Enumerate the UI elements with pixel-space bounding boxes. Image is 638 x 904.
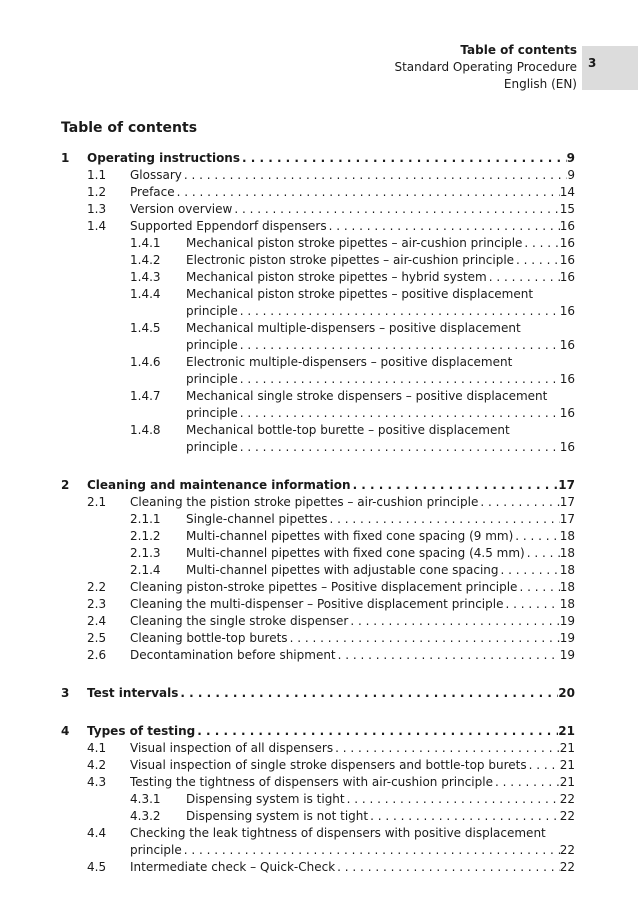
- toc-entry[interactable]: [0, 320, 575, 337]
- toc-entry[interactable]: [0, 579, 575, 596]
- toc-entry-page: 16: [559, 304, 575, 318]
- dot-leader: [195, 723, 558, 740]
- toc-entry-page: 16: [559, 236, 575, 250]
- dot-leader: [487, 269, 560, 286]
- dot-leader: [333, 740, 560, 757]
- toc-entry-page: 16: [559, 372, 575, 386]
- toc-entry-page: 16: [559, 440, 575, 454]
- toc-entry[interactable]: [0, 562, 575, 579]
- toc-entry-page: 18: [559, 546, 575, 560]
- toc-entry-number: 1.4.6: [130, 355, 161, 369]
- page-number-tab: [582, 46, 638, 90]
- toc-entry[interactable]: [0, 740, 575, 757]
- toc-entry-title: Cleaning bottle-top burets: [130, 631, 288, 645]
- toc-entry-page: 16: [559, 406, 575, 420]
- dot-leader: [238, 371, 560, 388]
- page-number: 3: [588, 56, 597, 70]
- toc-entry-title: Dispensing system is tight: [186, 792, 345, 806]
- toc-entry-title: Preface: [130, 185, 175, 199]
- dot-leader: [493, 774, 560, 791]
- toc-entry-page: 9: [566, 151, 575, 165]
- dot-leader: [525, 545, 560, 562]
- toc-entry-number: 4.3.1: [130, 792, 161, 806]
- toc-entry-title: principle: [186, 338, 238, 352]
- toc-entry[interactable]: [0, 167, 575, 184]
- toc-entry-page: 22: [559, 809, 575, 823]
- toc-entry[interactable]: [0, 252, 575, 269]
- toc-entry-number: 2: [61, 478, 70, 492]
- toc-entry-number: 1.3: [87, 202, 107, 216]
- dot-leader: [522, 235, 559, 252]
- toc-entry-page: 16: [559, 270, 575, 284]
- toc-entry-title: Single-channel pipettes: [186, 512, 328, 526]
- toc-entry-page: 19: [559, 648, 575, 662]
- toc-entry[interactable]: [0, 723, 575, 740]
- dot-leader: [175, 184, 560, 201]
- dot-leader: [351, 477, 559, 494]
- toc-entry-title: Cleaning the single stroke dispenser: [130, 614, 349, 628]
- toc-entry[interactable]: [0, 825, 575, 842]
- toc-entry[interactable]: [0, 528, 575, 545]
- toc-entry-page: 18: [559, 597, 575, 611]
- toc-entry[interactable]: [0, 808, 575, 825]
- toc-entry-number: 1.1: [87, 168, 107, 182]
- toc-entry[interactable]: [0, 269, 575, 286]
- toc-entry-number: 2.1.1: [130, 512, 161, 526]
- toc-entry[interactable]: [0, 477, 575, 494]
- toc-entry-title: Visual inspection of single stroke dispensers and bottle-top burets: [130, 758, 527, 772]
- dot-leader: [232, 201, 559, 218]
- dot-leader: [240, 150, 567, 167]
- toc-entry[interactable]: [0, 422, 575, 439]
- toc-entry[interactable]: [0, 859, 575, 876]
- toc-entry-number: 2.1: [87, 495, 107, 509]
- toc-entry-title: Intermediate check – Quick-Check: [130, 860, 336, 874]
- toc-entry[interactable]: [0, 613, 575, 630]
- dot-leader: [288, 630, 560, 647]
- toc-entry-title: Multi-channel pipettes with fixed cone spacing (4.5 mm): [186, 546, 525, 560]
- toc-entry-page: 17: [559, 495, 575, 509]
- toc-entry-number: 2.4: [87, 614, 107, 628]
- toc-entry-number: 4.3: [87, 775, 107, 789]
- toc-entry-number: 2.5: [87, 631, 107, 645]
- toc-entry-number: 1.4.1: [130, 236, 161, 250]
- toc-entry-number: 1.4: [87, 219, 107, 233]
- toc-entry-title: Electronic multiple-dispensers – positive displacement: [186, 355, 513, 369]
- toc-entry-number: 1.4.7: [130, 389, 161, 403]
- dot-leader: [328, 511, 560, 528]
- toc-entry-title: Dispensing system is not tight: [186, 809, 369, 823]
- toc-entry-page: 19: [559, 631, 575, 645]
- toc-entry-number: 1.4.3: [130, 270, 161, 284]
- dot-leader: [182, 842, 560, 859]
- dot-leader: [345, 791, 560, 808]
- toc-entry-number: 2.3: [87, 597, 107, 611]
- toc-entry-title: Cleaning and maintenance information: [87, 478, 351, 492]
- toc-entry-number: 4.4: [87, 826, 107, 840]
- toc-entry-number: 1.4.2: [130, 253, 161, 267]
- toc-entry[interactable]: [0, 596, 575, 613]
- toc-entry-page: 16: [559, 338, 575, 352]
- toc-entry-number: 2.1.3: [130, 546, 161, 560]
- dot-leader: [499, 562, 560, 579]
- dot-leader: [238, 439, 560, 456]
- dot-leader: [336, 647, 560, 664]
- toc-entry-page: 15: [559, 202, 575, 216]
- toc-entry-title: Electronic piston stroke pipettes – air-cushion principle: [186, 253, 515, 267]
- toc-entry-title: Supported Eppendorf dispensers: [130, 219, 327, 233]
- toc-entry-title: Cleaning the pistion stroke pipettes – air-cushion principle: [130, 495, 479, 509]
- toc-entry-title: Glossary: [130, 168, 182, 182]
- toc-entry-title: principle: [186, 372, 238, 386]
- toc-entry[interactable]: [0, 150, 575, 167]
- toc-entry[interactable]: [0, 303, 575, 320]
- toc-entry[interactable]: [0, 371, 575, 388]
- toc-entry-number: 2.6: [87, 648, 107, 662]
- toc-entry-page: 16: [559, 253, 575, 267]
- dot-leader: [368, 808, 560, 825]
- toc-entry-page: 20: [558, 686, 575, 700]
- toc-entry-number: 2.2: [87, 580, 107, 594]
- toc-entry-page: 22: [559, 792, 575, 806]
- toc-entry[interactable]: [0, 757, 575, 774]
- dot-leader: [517, 579, 559, 596]
- toc-entry-page: 16: [559, 219, 575, 233]
- toc-entry[interactable]: [0, 511, 575, 528]
- toc-entry-number: 1.4.5: [130, 321, 161, 335]
- toc-entry-number: 1.4.4: [130, 287, 161, 301]
- toc-entry[interactable]: [0, 791, 575, 808]
- toc-entry-title: Mechanical piston stroke pipettes – air-cushion principle: [186, 236, 523, 250]
- dot-leader: [335, 859, 560, 876]
- toc-entry-title: Mechanical piston stroke pipettes – hybrid system: [186, 270, 487, 284]
- toc-entry[interactable]: [0, 494, 575, 511]
- toc-entry-number: 4.1: [87, 741, 107, 755]
- toc-entry-page: 18: [559, 563, 575, 577]
- toc-entry[interactable]: [0, 337, 575, 354]
- dot-leader: [513, 528, 559, 545]
- toc-entry-title: Multi-channel pipettes with adjustable cone spacing: [186, 563, 499, 577]
- toc-entry-page: 18: [559, 580, 575, 594]
- toc-entry-number: 1: [61, 151, 70, 165]
- toc-entry-page: 18: [559, 529, 575, 543]
- toc-entry-page: 21: [559, 775, 575, 789]
- toc-entry-title: principle: [186, 406, 238, 420]
- toc-entry-page: 14: [559, 185, 575, 199]
- dot-leader: [348, 613, 559, 630]
- toc-entry-number: 1.2: [87, 185, 107, 199]
- toc-entry-title: Mechanical bottle-top burette – positive displacement: [186, 423, 510, 437]
- toc-entry-number: 4: [61, 724, 70, 738]
- toc-entry-number: 2.1.4: [130, 563, 161, 577]
- toc-entry[interactable]: [0, 201, 575, 218]
- header-language: English (EN): [503, 77, 577, 91]
- toc-entry-page: 17: [558, 478, 575, 492]
- toc-entry-title: Multi-channel pipettes with fixed cone spacing (9 mm): [186, 529, 514, 543]
- toc-entry-number: 4.5: [87, 860, 107, 874]
- toc-entry-title: Test intervals: [87, 686, 179, 700]
- toc-entry-number: 4.2: [87, 758, 107, 772]
- toc-entry[interactable]: [0, 354, 575, 371]
- toc-entry-title: Cleaning the multi-dispenser – Positive displacement principle: [130, 597, 504, 611]
- dot-leader: [238, 303, 560, 320]
- toc-entry[interactable]: [0, 405, 575, 422]
- toc-entry[interactable]: [0, 286, 575, 303]
- toc-entry-title: Decontamination before shipment: [130, 648, 336, 662]
- dot-leader: [238, 337, 560, 354]
- toc-entry-title: Version overview: [130, 202, 233, 216]
- dot-leader: [238, 405, 560, 422]
- toc-entry-page: 21: [559, 741, 575, 755]
- toc-entry[interactable]: [0, 647, 575, 664]
- toc-entry[interactable]: [0, 842, 575, 859]
- toc-entry-title: Mechanical single stroke dispensers – positive displacement: [186, 389, 548, 403]
- toc-entry-page: 17: [559, 512, 575, 526]
- toc-entry-page: 19: [559, 614, 575, 628]
- toc-entry-title: Mechanical piston stroke pipettes – positive displacement: [186, 287, 534, 301]
- toc-entry-title: Types of testing: [87, 724, 196, 738]
- toc-entry[interactable]: [0, 774, 575, 791]
- toc-entry-title: Operating instructions: [87, 151, 240, 165]
- toc-entry[interactable]: [0, 235, 575, 252]
- toc-entry-title: Mechanical multiple-dispensers – positive displacement: [186, 321, 521, 335]
- dot-leader: [503, 596, 559, 613]
- toc-entry-page: 9: [567, 168, 575, 182]
- dot-leader: [178, 685, 558, 702]
- header-title: Table of contents: [460, 43, 577, 57]
- toc-entry[interactable]: [0, 545, 575, 562]
- toc-entry-number: 3: [61, 686, 70, 700]
- toc-entry[interactable]: [0, 218, 575, 235]
- dot-leader: [327, 218, 560, 235]
- toc-entry-number: 1.4.8: [130, 423, 161, 437]
- toc-entry-number: 2.1.2: [130, 529, 161, 543]
- toc-entry[interactable]: [0, 184, 575, 201]
- toc-entry-page: 22: [559, 843, 575, 857]
- toc-entry-title: principle: [186, 440, 238, 454]
- toc-entry[interactable]: [0, 630, 575, 647]
- toc-entry[interactable]: [0, 388, 575, 405]
- toc-entry-page: 22: [559, 860, 575, 874]
- toc-entry[interactable]: [0, 685, 575, 702]
- toc-entry-title: principle: [130, 843, 182, 857]
- toc-entry-page: 21: [559, 758, 575, 772]
- dot-leader: [527, 757, 560, 774]
- toc-entry-number: 4.3.2: [130, 809, 161, 823]
- toc-entry-page: 21: [558, 724, 575, 738]
- toc-entry-title: Checking the leak tightness of dispensers with positive displacement: [130, 826, 546, 840]
- toc-entry-title: Testing the tightness of dispensers with air-cushion principle: [130, 775, 493, 789]
- header-subtitle: Standard Operating Procedure: [394, 60, 577, 74]
- toc-entry[interactable]: [0, 439, 575, 456]
- toc-heading: Table of contents: [61, 120, 198, 136]
- toc-entry-title: principle: [186, 304, 238, 318]
- dot-leader: [514, 252, 560, 269]
- toc-entry-title: Cleaning piston-stroke pipettes – Positive displacement principle: [130, 580, 518, 594]
- dot-leader: [182, 167, 567, 184]
- toc-entry-title: Visual inspection of all dispensers: [130, 741, 334, 755]
- dot-leader: [478, 494, 559, 511]
